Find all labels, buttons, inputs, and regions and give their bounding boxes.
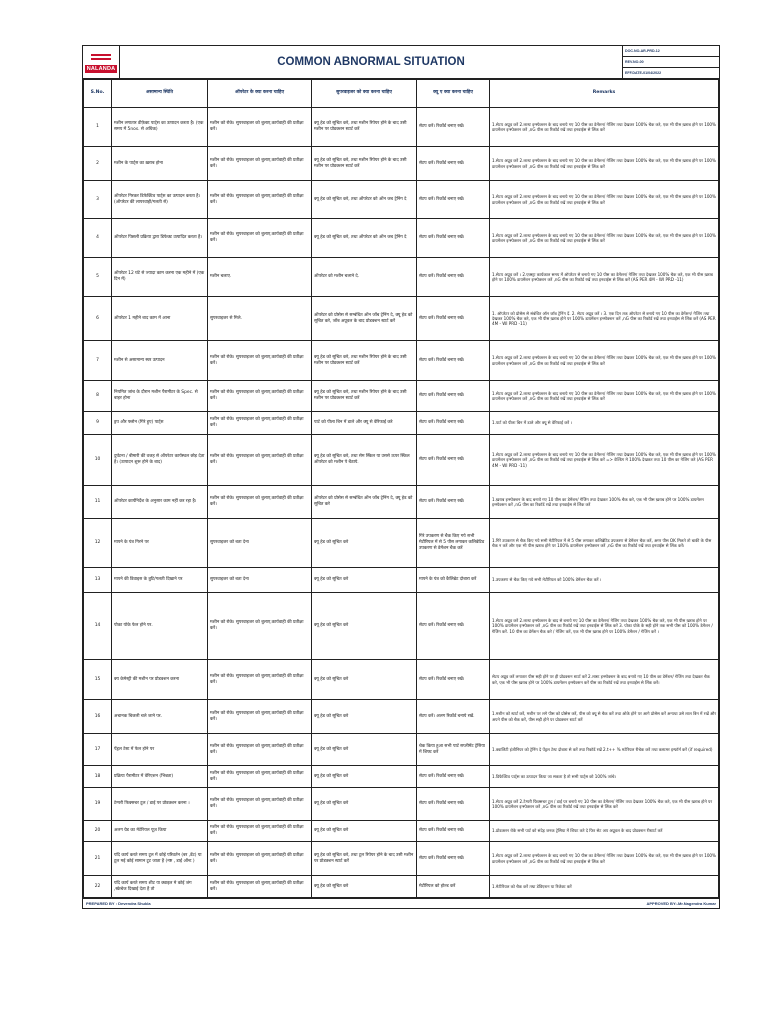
cell-qa: मेटीरियल को होल्ड करें <box>417 876 490 898</box>
table-row <box>84 593 719 660</box>
cell-supervisor: क्यू हेड को सूचित करे, तथा सेम स्किल या उससे ऊपर स्किल ऑपरेटर को मशीन पे बैठाये. <box>312 435 417 486</box>
table-row <box>84 821 719 842</box>
cell-remarks: 1.मेटीरियल को चैक करें तथा डेविएशन या रिजेक्ट करें <box>490 876 719 898</box>
table-row <box>84 381 719 412</box>
cell-sno: 19 <box>84 788 112 821</box>
cell-supervisor: क्यू हेड को सूचित करे, तथा मशीन रिपेयर होने के बाद उसी मशीन पर प्रोडक्शन स्टार्ट करें <box>312 108 417 147</box>
table-row <box>84 876 719 898</box>
cell-remarks: सेटप अप्रूव करें लगातार पीस सही होने पर ही प्रोडक्शन स्टार्ट करें 2.लास्ट इन्स्पेक्शन के बाद बनाये गए 10 पीस का डेमेंशन/ गेजिंग तथा देखकर चैक करे, एक भी पीस ख़राब होने पर 100% डायमेंशन इन्स्पेक्शन करें पीस का रिकॉर्ड रखें तथा इनवाईस से लिंक करें। <box>490 660 719 700</box>
cell-supervisor: क्यू हेड को सूचित करे <box>312 700 417 734</box>
cell-situation: नियमित जांच के दौरान मशीन पैरामीटर के Spec. से बाहर होना <box>112 381 208 412</box>
cell-operator: मशीन को रोके। सुपरवाइजर को बुलाए,कार्यवाही की प्रतीक्षा करें। <box>208 788 312 821</box>
table-row <box>84 341 719 381</box>
cell-qa: मापने के यंत्र को कैलिब्रेट दोबारा करें <box>417 568 490 593</box>
cell-operator: मशीन को रोके। सुपरवाइजर को बुलाए,कार्यवाही की प्रतीक्षा करें। <box>208 181 312 219</box>
cell-remarks: 1.उपकरण से चैक किए गये सभी मेटीरियल को 100% डेमेंशन चैक करें । <box>490 568 719 593</box>
approved-by: APPROVED BY:-Mr.Nagendra Kumar <box>646 901 716 906</box>
cell-qa: सेटप करें। रिकॉर्ड बनाए रखें। <box>417 341 490 381</box>
header-operator: ऑपरेटर के क्या करना चाहिए <box>208 80 312 108</box>
abnormal-situation-table <box>83 79 719 898</box>
cell-situation: ऑपरेटर 1 महीने बाद काम में आना <box>112 297 208 341</box>
cell-situation: ऑपरेटर कार्यनिर्देश के अनुसार काम नहीं कर रहा है। <box>112 486 208 519</box>
cell-remarks: 1.ख़राब इन्स्पेक्शन के बाद बनाये गए 10 पीस का डेमेंशन/ गेजिंग तथा देखकर 100% चैक करे, एक भी पीस ख़राब होने पर 100% डायमेंशन इन्स्पेक्शन करें ,nG पीस का रिकॉर्ड रखें तथा इनवाईस से लिंक करें <box>490 486 719 519</box>
cell-operator: मशीन को रोके। सुपरवाइजर को बुलाए,कार्यवाही की प्रतीक्षा करें। <box>208 593 312 660</box>
cell-situation: मशीन लगातार डीफ़ेक्ट पार्ट्स का उत्पादन करता है। (एक समय में 5nos. से अधिक) <box>112 108 208 147</box>
cell-sno: 16 <box>84 700 112 734</box>
table-row <box>84 108 719 147</box>
table-row <box>84 660 719 700</box>
cell-supervisor: क्यू हेड को सूचित करे, तथा ऑपरेटर को ऑन जब ट्रेनिंग दे <box>312 219 417 258</box>
cell-qa: चेक किया हुआ सभी पार्ट सप्लीमेंट ट्रेसिया में शिफ्ट करें <box>417 734 490 766</box>
cell-qa: सेटप करें। रिकॉर्ड बनाए रखें। <box>417 219 490 258</box>
cell-qa: सेटप करें। रिकॉर्ड बनाए रखें। <box>417 821 490 842</box>
table-row <box>84 734 719 766</box>
cell-sno: 22 <box>84 876 112 898</box>
cell-situation: मापने की डिवाइस के त्रुटि/गलती दिखाने पर <box>112 568 208 593</box>
cell-situation: अचानक बिजली चले जाने पर. <box>112 700 208 734</box>
cell-supervisor: क्यू हेड को सूचित करे <box>312 734 417 766</box>
cell-operator: मशीन को रोके। सुपरवाइजर को बुलाए,कार्यवाही की प्रतीक्षा करें। <box>208 341 312 381</box>
table-row <box>84 219 719 258</box>
cell-operator: मशीन को रोके। सुपरवाइजर को बुलाए,कार्यवाही की प्रतीक्षा करें। <box>208 842 312 876</box>
cell-sno: 15 <box>84 660 112 700</box>
cell-operator: मशीन को रोके। सुपरवाइजर को बुलाए,कार्यवाही की प्रतीक्षा करें। <box>208 147 312 181</box>
cell-supervisor: क्यू हेड को सूचित करे, तथा टूल रिपेयर होने के बाद उसी मशीन पर प्रोडक्शन स्टार्ट करें <box>312 842 417 876</box>
cell-situation: मशीन से असामान्य स्वर उत्पादन <box>112 341 208 381</box>
cell-remarks: 1.डिफेक्टिव पार्ट्स का उत्पादन किया जा सकता है तो सभी पार्ट्स को 100% जांचे। <box>490 766 719 788</box>
document-header <box>83 46 719 79</box>
table-row <box>84 788 719 821</box>
cell-supervisor: क्यू हेड को सूचित करे <box>312 788 417 821</box>
cell-qa: सेटप करें। रिकॉर्ड बनाए रखें। <box>417 766 490 788</box>
cell-operator: सुपरवाइजर से मिले. <box>208 297 312 341</box>
cell-qa: सेटप करें। रिकॉर्ड बनाए रखें। <box>417 258 490 297</box>
cell-operator: मशीन को रोके। सुपरवाइजर को बुलाए,कार्यवाही की प्रतीक्षा करें। <box>208 734 312 766</box>
cell-remarks: 1.सेटप अप्रूव करें 2.लास्ट इन्स्पेक्शन के बाद बनाये गए 10 पीस का डेमेंशन/ गेजिंग तथा देखकर 100% चैक करे, एक भी पीस ख़राब होने पर 100% डायमेंशन इन्स्पेक्शन करें ,nG पीस का रिकॉर्ड रखें तथा इनवाईस से लिंक करें <box>490 381 719 412</box>
cell-operator: मशीन चलाए. <box>208 258 312 297</box>
cell-supervisor: पार्ट को पीला बिन में डाले और क्यू से वेरिफाई करे <box>312 412 417 435</box>
header-sno: S.No. <box>84 80 112 108</box>
cell-situation: यदि कार्य करते समय टूल में कोई परिवर्तन (बर ,डेंट) या टूल मई कोई सामान टूट जाता है (नष्ट , डाई ऑन्ट ) <box>112 842 208 876</box>
cell-sno: 10 <box>84 435 112 486</box>
cell-remarks: 1.पार्ट को पीला बिन में डाले और क्यू से वेरिफाई करें । <box>490 412 719 435</box>
cell-operator: सुपरवाइजर को बता देना <box>208 568 312 593</box>
cell-operator: मशीन को रोके। सुपरवाइजर को बुलाए,कार्यवाही की प्रतीक्षा करें। <box>208 486 312 519</box>
cell-sno: 6 <box>84 297 112 341</box>
header-situation: असामान्य स्थिति <box>112 80 208 108</box>
cell-remarks: 1.प्रोडक्शन रोके सभी पार्ट को संदेह जनक ट्रेसिया में शिफ्ट करे दे फिर सेट अप अप्रूवल के बाद प्रोडक्शन रीस्टार्ट करें <box>490 821 719 842</box>
cell-qa: सेटप करें। रिकॉर्ड बनाए रखें। <box>417 412 490 435</box>
table-row <box>84 435 719 486</box>
cell-remarks: 1.सेटप अप्रूव करें 2.टेम्परी फिक्सचर टूल / डाई पर बनाये गए 10 पीस का डेमेंशन/ गेजिंग तथा देखकर 100% चैक करे, एक भी पीस ख़राब होने पर 100% डायमेंशन इन्स्पेक्शन करें ,nG पीस का रिकॉर्ड रखें तथा इनवाईस से लिंक करें <box>490 788 719 821</box>
cell-supervisor: क्यू हेड को सूचित करे, तथा मशीन रिपेयर होने के बाद उसी मशीन पर प्रोडक्शन स्टार्ट करें <box>312 341 417 381</box>
cell-supervisor: क्यू हेड को सूचित करे <box>312 766 417 788</box>
cell-supervisor: क्यू हेड को सूचित करे, तथा मशीन रिपेयर होने के बाद उसी मशीन पर प्रोडक्शन स्टार्ट करें <box>312 147 417 181</box>
table-row <box>84 486 719 519</box>
cell-remarks: 1.सेटप अप्रूव करें 2.लास्ट इन्स्पेक्शन के बाद बनाये गए 10 पीस का डेमेंशन/ गेजिंग तथा देखकर 100% चैक करे, एक भी पीस ख़राब होने पर 100% डायमेंशन इन्स्पेक्शन करें ,nG पीस का रिकॉर्ड रखें तथा इनवाईस से लिंक करें => वेल्डिंग मे 100% देखकर तथा 10 पीस का गेजिंग करे (AS PER 4M - WI PRD -11) <box>490 435 719 486</box>
cell-sno: 5 <box>84 258 112 297</box>
table-row <box>84 258 719 297</box>
cell-supervisor: क्यू हेड को सूचित करे <box>312 568 417 593</box>
table-header-row <box>84 80 719 108</box>
cell-situation: प्रक्रिया पैरामीटर में वेरिएशन (भिन्नता) <box>112 766 208 788</box>
logo-mark-icon <box>88 52 114 64</box>
cell-situation: पोका योके फेल होने पर. <box>112 593 208 660</box>
cell-supervisor: ऑपरेटर को प्रोसेस से सम्बंधित ऑन जॉब ट्रेनिंग दे, क्यू हेड को सूचित करे, जॉब अप्रूवल के बाद प्रोडक्शन स्टार्ट करें <box>312 297 417 341</box>
table-row <box>84 700 719 734</box>
cell-sno: 18 <box>84 766 112 788</box>
cell-remarks: 1.सेटप अप्रूव करें 2.लास्ट इन्स्पेक्शन के बाद से बनाये गए 10 पीस का डेमेंशन/ गेजिंग तथा देखकर 100% चैक करे, एक भी पीस ख़राब होने पर 100% डायमेंशन इन्स्पेक्शन करें ,nG पीस का रिकॉर्ड रखें तथा इनवाईस से लिंक करें 3. पोका योके के सही होने तक सभी पीस को 100% डेमेंशन / गेजिंग करें. 10 पीस का डेमेंशन चैक करे / गेजिंग करें, एक भी पीस ख़राब होने पर 100% डेमेंशन / गेजिंग करें । <box>490 593 719 660</box>
cell-situation: मापने के यंत्र गिरने पर <box>112 519 208 568</box>
cell-situation: मशीन के पार्ट्स का ख़राब होना <box>112 147 208 181</box>
cell-sno: 1 <box>84 108 112 147</box>
cell-remarks: 1.सेटप अप्रूव करें 2.लास्ट इन्स्पेक्शन के बाद बनाये गए 10 पीस का डेमेंशन/ गेजिंग तथा देखकर 100% चैक करे, एक भी पीस ख़राब होने पर 100% डायमेंशन इन्स्पेक्शन करें ,nG पीस का रिकॉर्ड रखें तथा इनवाईस से लिंक करें <box>490 341 719 381</box>
header-supervisor: सुपरवाइजर को क्या करना चाहिए <box>312 80 417 108</box>
cell-qa: सेटप करें। रिकॉर्ड बनाए रखें। <box>417 108 490 147</box>
cell-situation: अलग ग्रेड का मेटेरियल यूज़ किया <box>112 821 208 842</box>
cell-situation: यदि कार्य करते समय शीट या क्वाइल मे कोई जंग ,स्क्रेचेज दिखाई देता है तो <box>112 876 208 898</box>
table-body <box>84 108 719 898</box>
cell-remarks: 1.क्वालिटी इंजीनियर को ट्रेनिंग दे पेंड्रल टेस्ट दोबारा से करें तथा रिकॉर्ड रखें 2.t++ % मटेरियल रीचेक करें तथा कस्टमर इन्फॉर्म करें (if required) <box>490 734 719 766</box>
company-logo <box>83 46 120 78</box>
revision-number: REV.NO-00 <box>623 57 719 68</box>
cell-sno: 8 <box>84 381 112 412</box>
table-row <box>84 297 719 341</box>
cell-sno: 13 <box>84 568 112 593</box>
cell-operator: मशीन को रोके। सुपरवाइजर को बुलाए,कार्यवाही की प्रतीक्षा करें। <box>208 412 312 435</box>
cell-sno: 4 <box>84 219 112 258</box>
header-qa: क्यू ए क्या करना चाहिए <box>417 80 490 108</box>
cell-remarks: 1.सेटप अप्रूव करें 2.लास्ट इन्स्पेक्शन के बाद बनाये गए 10 पीस का डेमेंशन/ गेजिंग तथा देखकर 100% चैक करे, एक भी पीस ख़राब होने पर 100% डायमेंशन इन्स्पेक्शन करें ,nG पीस का रिकॉर्ड रखें तथा इनवाईस से लिंक करें <box>490 108 719 147</box>
cell-sno: 21 <box>84 842 112 876</box>
cell-qa: सेटप करें। रिकॉर्ड बनाए रखें। <box>417 842 490 876</box>
cell-supervisor: क्यू हेड को सूचित करे, तथा ऑपरेटर को ऑन जब ट्रेनिंग दे <box>312 181 417 219</box>
cell-supervisor: क्यू हेड को सूचित करे <box>312 593 417 660</box>
cell-remarks: 1.सेटप अप्रूव करें 2.लास्ट इन्स्पेक्शन के बाद बनाये गए 10 पीस का डेमेंशन/ गेजिंग तथा देखकर 100% चैक करे, एक भी पीस ख़राब होने पर 100% डायमेंशन इन्स्पेक्शन करें ,nG पीस का रिकॉर्ड रखें तथा इनवाईस से लिंक करें <box>490 219 719 258</box>
cell-remarks: 1.सेटप अप्रूव करें 2.लास्ट इन्स्पेक्शन के बाद बनाये गए 10 पीस का डेमेंशन/ गेजिंग तथा देखकर 100% चैक करे, एक भी पीस ख़राब होने पर 100% डायमेंशन इन्स्पेक्शन करें ,nG पीस का रिकॉर्ड रखें तथा इनवाईस से लिंक करें <box>490 147 719 181</box>
cell-qa: सेटप करें। रिकॉर्ड बनाए रखें। <box>417 181 490 219</box>
cell-sno: 7 <box>84 341 112 381</box>
cell-sno: 11 <box>84 486 112 519</box>
cell-operator: मशीन को रोके। सुपरवाइजर को बुलाए,कार्यवाही की प्रतीक्षा करें। <box>208 108 312 147</box>
cell-operator: मशीन को रोके। सुपरवाइजर को बुलाए,कार्यवाही की प्रतीक्षा करें। <box>208 219 312 258</box>
cell-sno: 14 <box>84 593 112 660</box>
prepared-by: PREPARED BY : Devendra Shukla <box>86 901 151 906</box>
cell-operator: मशीन को रोके। सुपरवाइजर को बुलाए,कार्यवाही की प्रतीक्षा करें। <box>208 381 312 412</box>
cell-operator: मशीन को रोके। सुपरवाइजर को बुलाए,कार्यवाही की प्रतीक्षा करें। <box>208 821 312 842</box>
cell-sno: 12 <box>84 519 112 568</box>
cell-sno: 9 <box>84 412 112 435</box>
cell-remarks: 1.सेटप अप्रूव करें । 2.एक्स्ट्रा कार्यकाल समय में ऑपरेटर से बनाये गए 10 पीस का डेमेंशन/ गेजिंग तथा देखकर 100% चैक करे, एक भी पीस ख़राब होने पर 100% डायमेंशन इन्स्पेक्शन करें ,nG पीस का रिकॉर्ड रखें तथा इनवाईस से लिंक करें (AS PER 4M - WI PRD -11) <box>490 258 719 297</box>
table-row <box>84 519 719 568</box>
cell-operator: मशीन को रोके। सुपरवाइजर को बुलाए,कार्यवाही की प्रतीक्षा करें। <box>208 876 312 898</box>
cell-qa: सेटप करें। रिकॉर्ड बनाए रखें। <box>417 660 490 700</box>
doc-info-block <box>622 46 719 78</box>
cell-qa: सेटप करें। रिकॉर्ड बनाए रखें। <box>417 486 490 519</box>
table-row <box>84 842 719 876</box>
table-row <box>84 766 719 788</box>
table-row <box>84 568 719 593</box>
cell-situation: पेंड्रल टेस्ट में फेल होने पर <box>112 734 208 766</box>
cell-situation: ड्रप और फ्लोन (गिरे हुए) पार्ट्स <box>112 412 208 435</box>
cell-remarks: 1.सेटप अप्रूव करें 2.लास्ट इन्स्पेक्शन के बाद बनाये गए 10 पीस का डेमेंशन/ गेजिंग तथा देखकर 100% चैक करे, एक भी पीस ख़राब होने पर 100% डायमेंशन इन्स्पेक्शन करें ,nG पीस का रिकॉर्ड रखें तथा इनवाईस से लिंक करें <box>490 181 719 219</box>
table-row <box>84 181 719 219</box>
document-sheet <box>82 45 720 909</box>
cell-qa: सेटप करें। रिकॉर्ड बनाए रखें। <box>417 297 490 341</box>
cell-operator: मशीन को रोके। सुपरवाइजर को बुलाए,कार्यवाही की प्रतीक्षा करें। <box>208 660 312 700</box>
cell-qa: सेटप करें। अलग रिकॉर्ड बनाये रखें. <box>417 700 490 734</box>
cell-remarks: 1.मशीन को स्टार्ट करें, मशीन पर लगे पीस को प्रोसेस करें, पीस को क्यू से चैक करें तथा ओके होने पर आगे प्रोसेस करें अन्यथा उसे लाल बिन में रखें और अपने पीस को चैक करें, पीस सही होने पर प्रोडक्शन स्टार्ट करें <box>490 700 719 734</box>
cell-situation: दुर्घटना / बीमारी की वजह से ऑपरेटर कार्यस्थल छोड़ देता है। (उत्पादन शुरू होने के बाद) <box>112 435 208 486</box>
cell-supervisor: ऑपरेटर को मशीन चलाने दे. <box>312 258 417 297</box>
cell-situation: ऑपरेटर गिरकर डिफेक्टिव पार्ट्स का उत्पादन करता है। (ऑपरेटर की लापरवाही/गलती से) <box>112 181 208 219</box>
cell-supervisor: क्यू हेड को सूचित करे <box>312 519 417 568</box>
document-footer <box>83 898 719 908</box>
cell-sno: 2 <box>84 147 112 181</box>
cell-remarks: 1.गिरे उपकरण से चैक किए गये सभी मेटीरियल में से 5 पीस लगाकर कलिब्रेटिड उपकरण से डेमेंशन चैक करें, अगर पीस OK मिलते तो बाकी के पीस चैक न करें और एक भी पीस ख़राब होने पर 100% डायमेंशन इन्स्पेक्शन करें ,nG पीस का रिकॉर्ड रखें तथा इनवाईस से लिंक करें। <box>490 519 719 568</box>
cell-supervisor: क्यू हेड को सूचित करे <box>312 876 417 898</box>
cell-supervisor: क्यू हेड को सूचित करे <box>312 821 417 842</box>
cell-qa: सेटप करें। रिकॉर्ड बनाए रखें। <box>417 381 490 412</box>
cell-remarks: 1.सेटप अप्रूव करें 2.लास्ट इन्स्पेक्शन के बाद बनाये गए 10 पीस का डेमेंशन/ गेजिंग तथा देखकर 100% चैक करे, एक भी पीस ख़राब होने पर 100% डायमेंशन इन्स्पेक्शन करें ,nG पीस का रिकॉर्ड रखें तथा इनवाईस से लिंक करें <box>490 842 719 876</box>
cell-remarks: 1. ऑपरेटर को प्रोसेस से संबंधित ऑन जॉब ट्रेनिंग दें. 2. सेटप अप्रूव करें । 3. एक दिन तक ऑपरेटर से बनाये गए 10 पीस का डेमेंशन/ गेजिंग तथा देखकर 100% चैक करे, एक भी पीस ख़राब होने पर 100% डायमेंशन इन्स्पेक्शन करें ,nG पीस का रिकॉर्ड रखें तथा इनवाईस से लिंक करें (AS PER 4M - WI PRD -11) <box>490 297 719 341</box>
cell-sno: 17 <box>84 734 112 766</box>
cell-sno: 3 <box>84 181 112 219</box>
cell-supervisor: ऑपरेटर को प्रोसेस से सम्बंधित ऑन जॉब ट्रेनिंग दे, क्यू हेड को सूचित करे <box>312 486 417 519</box>
cell-qa: सेटप करें। रिकॉर्ड बनाए रखें। <box>417 788 490 821</box>
cell-situation: ऑपरेटर पिछली प्रक्रिया द्वारा डिफेक्ट उत्पादित करता है। <box>112 219 208 258</box>
document-title: COMMON ABNORMAL SITUATION <box>277 56 465 68</box>
cell-qa: सेटप करें। रिकॉर्ड बनाए रखें। <box>417 593 490 660</box>
cell-qa: सेटप करें। रिकॉर्ड बनाए रखें। <box>417 147 490 181</box>
cell-supervisor: क्यू हेड को सूचित करे, तथा मशीन रिपेयर होने के बाद उसी मशीन पर प्रोडक्शन स्टार्ट करें <box>312 381 417 412</box>
cell-sno: 20 <box>84 821 112 842</box>
cell-operator: सुपरवाइजर को बता देना <box>208 519 312 568</box>
doc-number: DOC.NO-AR-PRD-12 <box>623 46 719 57</box>
header-remarks: Remarks <box>490 80 719 108</box>
cell-situation: टेम्परी फिक्सचर टूल / डाई पर प्रोडक्शन करना । <box>112 788 208 821</box>
cell-operator: मशीन को रोके। सुपरवाइजर को बुलाए,कार्यवाही की प्रतीक्षा करें। <box>208 700 312 734</box>
cell-situation: क्य केमेस्ट्री की मशीन पर प्रोडक्शन करना <box>112 660 208 700</box>
table-row <box>84 147 719 181</box>
cell-situation: ऑपरेटर 12 घंटे से ज्यादा काम करना एक महीने में (एक दिन में) <box>112 258 208 297</box>
cell-qa: सेटप करें। रिकॉर्ड बनाए रखें। <box>417 435 490 486</box>
logo-text: NALANDA <box>86 65 116 72</box>
cell-operator: मशीन को रोके। सुपरवाइजर को बुलाए,कार्यवाही की प्रतीक्षा करें। <box>208 435 312 486</box>
cell-qa: गिरे उपकरण से चैक किए गये सभी मेटीरियल में से 5 पीस लगाकर कलिब्रेटिड उपकरण से डेमेंशन चैक करें <box>417 519 490 568</box>
cell-supervisor: क्यू हेड को सूचित करे <box>312 660 417 700</box>
effective-date: EFF.DATE-01/04/2022 <box>625 71 662 75</box>
table-row <box>84 412 719 435</box>
cell-operator: मशीन को रोके। सुपरवाइजर को बुलाए,कार्यवाही की प्रतीक्षा करें। <box>208 766 312 788</box>
